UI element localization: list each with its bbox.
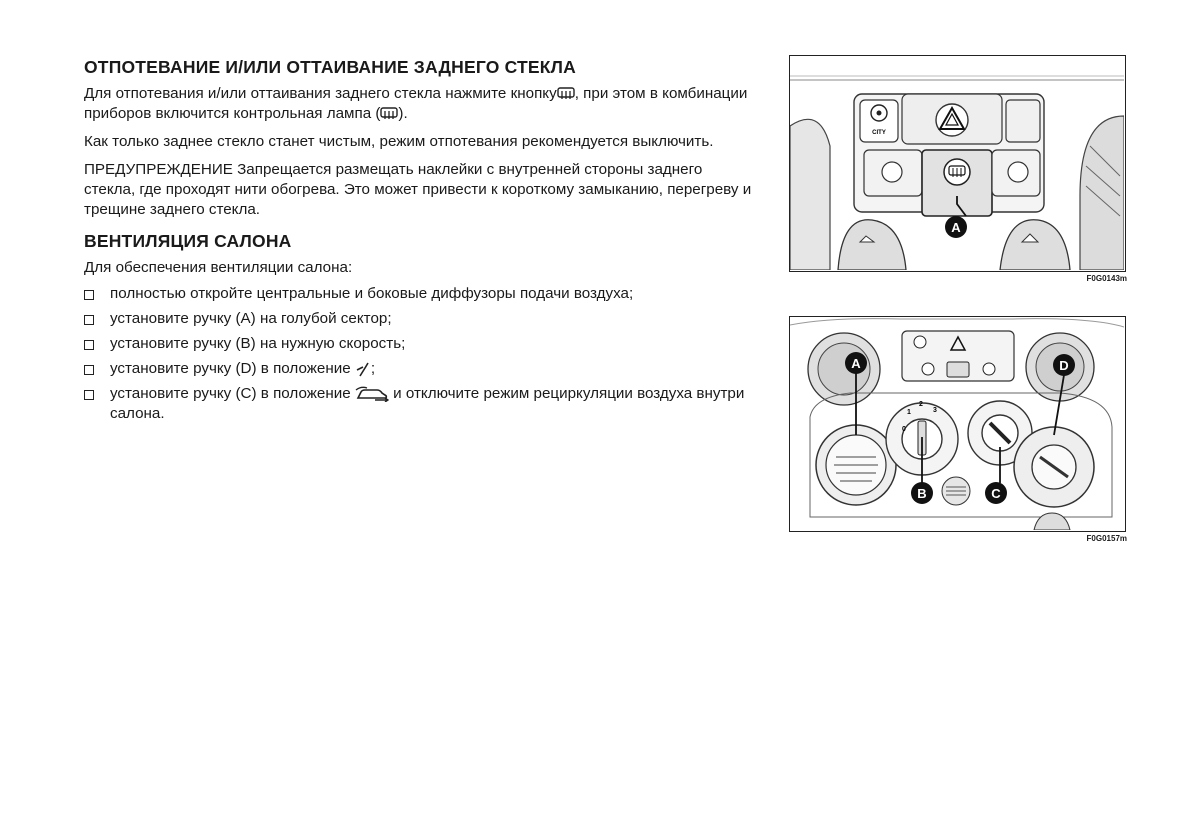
callout-c: C xyxy=(991,486,1001,501)
section-title-defrost: ОТПОТЕВАНИЕ И/ИЛИ ОТТАИВАНИЕ ЗАДНЕГО СТЕКЛА xyxy=(84,57,576,77)
city-label: CITY xyxy=(872,130,886,136)
figure-heater-controls xyxy=(789,316,1126,532)
paragraph-warning: ПРЕДУПРЕЖДЕНИЕ Запрещается размещать наклейки с внутренней стороны заднего стекла, где проходят нити обогрева. Это может привести к короткому замыканию, перегреву и трещине заднего стекла. xyxy=(84,161,752,218)
outside-air-icon xyxy=(355,386,389,402)
text-column xyxy=(84,56,752,429)
callout-d: D xyxy=(1059,358,1069,373)
checkbox-bullet-icon xyxy=(84,340,94,350)
figure-code-2: F0G0157m xyxy=(1086,534,1127,543)
section-title-ventilation: ВЕНТИЛЯЦИЯ САЛОНА xyxy=(84,231,292,251)
speed-1: 1 xyxy=(907,409,911,416)
section-rear-window xyxy=(84,56,752,220)
speed-0: 0 xyxy=(902,426,906,433)
list-item: установите ручку (A) на голубой сектор; xyxy=(84,309,752,329)
ventilation-intro: Для обеспечения вентиляции салона: xyxy=(84,259,353,276)
rear-defrost-lamp-icon xyxy=(380,107,398,121)
callout-b: B xyxy=(917,486,927,501)
paragraph-defrost-off: Как только заднее стекло станет чистым, режим отпотевания рекомендуется выключить. xyxy=(84,133,714,150)
checkbox-bullet-icon xyxy=(84,315,94,325)
p1-text-c: ). xyxy=(398,105,408,122)
speed-3: 3 xyxy=(933,407,937,414)
p1-text-a: Для отпотевания и/или оттаивания заднего стекла нажмите кнопку xyxy=(84,85,557,102)
p1-text-b: , при этом в комбинации приборов включится контрольная лампа ( xyxy=(84,85,748,122)
paragraph-defrost-button xyxy=(84,84,752,124)
face-vent-icon xyxy=(355,361,371,377)
list-item: установите ручку (C) в положение и отключите режим рециркуляции воздуха внутри салона. xyxy=(84,384,752,424)
ventilation-steps xyxy=(84,284,752,424)
speed-2: 2 xyxy=(919,401,923,408)
list-item: полностью откройте центральные и боковые диффузоры подачи воздуха; xyxy=(84,284,752,304)
rear-defrost-icon xyxy=(557,87,575,101)
list-item: установите ручку (D) в положение ; xyxy=(84,359,752,379)
callout-a: A xyxy=(851,356,861,371)
figure-rear-defrost-button xyxy=(789,55,1126,272)
dashboard-drawing-2 xyxy=(790,317,1124,530)
callout-a: A xyxy=(951,220,961,235)
checkbox-bullet-icon xyxy=(84,365,94,375)
dashboard-drawing-1 xyxy=(790,56,1124,270)
checkbox-bullet-icon xyxy=(84,390,94,400)
section-ventilation xyxy=(84,230,752,424)
checkbox-bullet-icon xyxy=(84,290,94,300)
list-item: установите ручку (B) на нужную скорость; xyxy=(84,334,752,354)
figure-code-1: F0G0143m xyxy=(1086,274,1127,283)
